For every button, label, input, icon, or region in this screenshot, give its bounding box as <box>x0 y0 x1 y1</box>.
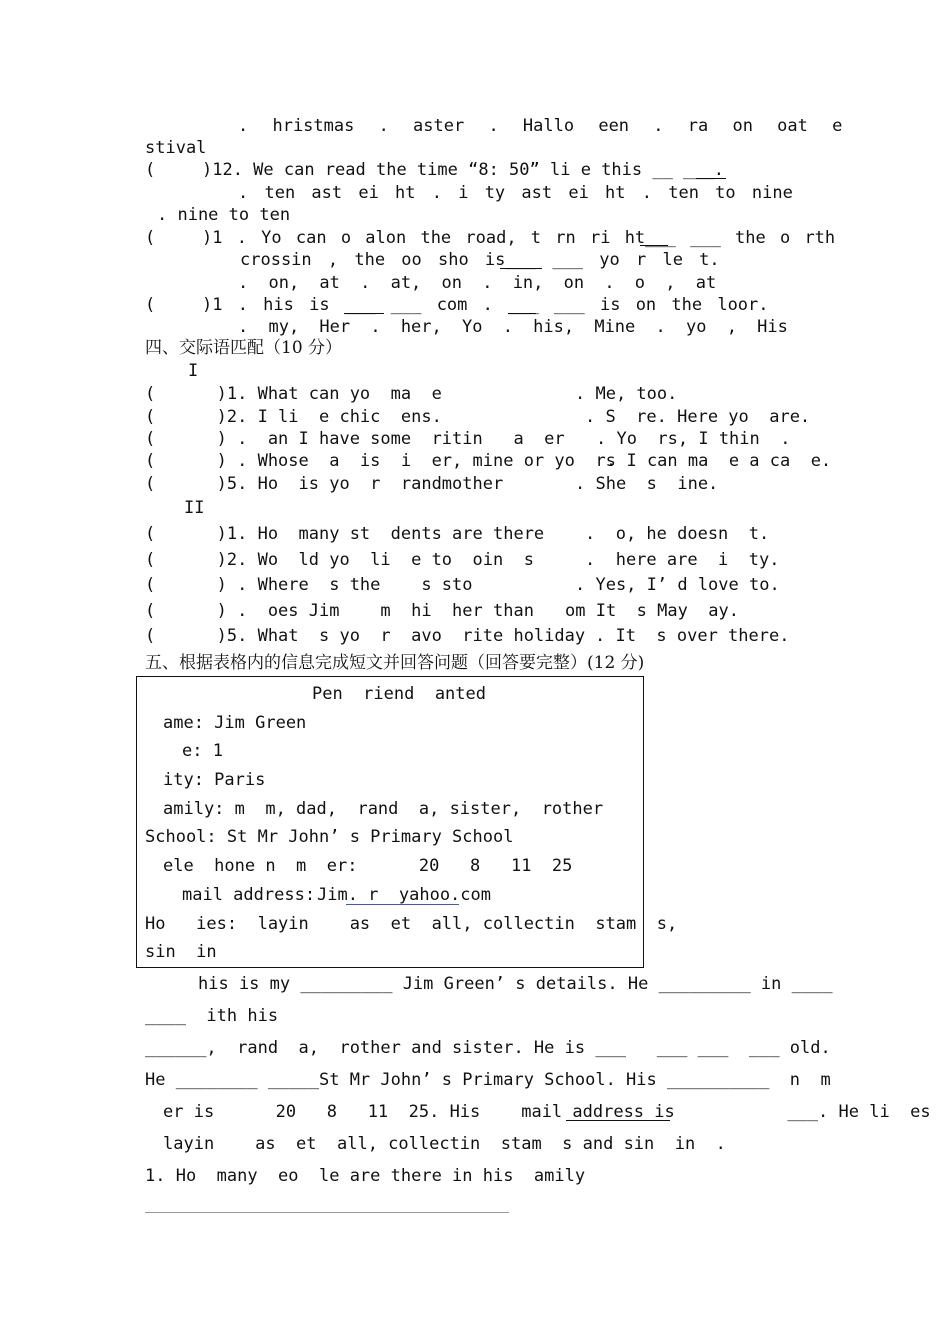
section5-title: 五、根据表格内的信息完成短文并回答问题（回答要完整）(12 分) <box>145 653 645 673</box>
section4-part1-q5: ( )5. Ho is yo r randmother <box>145 474 504 494</box>
email-blank-underline <box>566 1120 670 1121</box>
answer-line <box>145 1212 509 1213</box>
section4-part1-q1: ( )1. What can yo ma e <box>145 384 442 404</box>
q12-paren: ( <box>145 160 156 180</box>
table-school: School: St Mr John’ s Primary School <box>145 827 514 847</box>
section4-part1-a3: . Yo rs, I thin . <box>596 429 791 449</box>
section4-title: 四、交际语匹配（10 分） <box>145 338 343 358</box>
section4-part2-a5: . It s over there. <box>595 626 790 646</box>
section4-part2-label: II <box>184 498 205 518</box>
q12-options-wrap: . nine to ten <box>157 205 291 225</box>
q12-stem: )12. We can read the time “8: 50” li e this __ ___. <box>202 160 724 180</box>
passage-line-1: his is my _________ Jim Green’ s details. He _________ in ____ <box>198 974 833 994</box>
table-hobbies-wrap: sin in <box>145 942 217 962</box>
passage-line-4: He ________ _____St Mr John’ s Primary School. His __________ n m <box>145 1070 831 1090</box>
section4-part1-q2: ( )2. I li e chic ens. <box>145 407 442 427</box>
q14-blank-underline-1 <box>344 313 384 314</box>
table-family: amily: m m, dad, rand a, sister, rother <box>163 799 604 819</box>
q13-stem-wrap: crossin , the oo sho is___ ___ yo r le t. <box>240 250 720 270</box>
section4-part2-q1: ( )1. Ho many st dents are there <box>145 524 545 544</box>
table-email-value: Jim. r yahoo.com <box>317 885 491 905</box>
q12-blank-underline <box>696 178 726 179</box>
q13-blank-underline-1 <box>640 245 668 246</box>
q14-blank-underline-2 <box>508 313 536 314</box>
section4-part1-a4: . I can ma e a ca e. <box>606 451 832 471</box>
table-hobbies: Ho ies: layin as et all, collectin stam s, <box>145 914 678 934</box>
section4-part1-a1: . Me, too. <box>575 384 678 404</box>
q11-options-wrap: stival <box>145 138 207 158</box>
question-1: 1. Ho many eo le are there in his amily <box>145 1166 586 1186</box>
passage-line-6: layin as et all, collectin stam s and sin in . <box>163 1134 726 1154</box>
section4-part2-a4: om It s May ay. <box>565 601 739 621</box>
section4-part2-q4: ( ) . oes Jim m hi her than <box>145 601 534 621</box>
section4-part1-a5: . She s ine. <box>575 474 719 494</box>
section4-part1-q4: ( ) . Whose a is i er, mine or yo rs <box>145 451 616 471</box>
table-phone: ele hone n m er: 20 8 11 25 <box>163 856 573 876</box>
q13-options: . on, at . at, on . in, on . o , at <box>238 273 717 293</box>
section4-part2-a3: . Yes, I’ d love to. <box>575 575 780 595</box>
table-title: Pen riend anted <box>312 684 486 704</box>
q14-options: . my, Her . her, Yo . his, Mine . yo , His <box>238 317 788 337</box>
q14-paren: ( <box>145 295 156 315</box>
passage-line-3: ______, rand a, rother and sister. He is ___ ___ ___ ___ old. <box>145 1038 831 1058</box>
passage-line-2: ____ ith his <box>145 1006 279 1026</box>
section4-part2-q5: ( )5. What s yo r avo rite holiday <box>145 626 586 646</box>
section4-part2-a1: . o, he doesn t. <box>585 524 770 544</box>
section4-part1-a2: . S re. Here yo are. <box>585 407 811 427</box>
table-age: e: 1 <box>182 741 223 761</box>
section4-part2-q3: ( ) . Where s the s sto <box>145 575 473 595</box>
section4-part1-q3: ( ) . an I have some ritin a er <box>145 429 565 449</box>
q11-options: . hristmas . aster . Hallo een . ra on oat e <box>238 116 843 136</box>
table-name: ame: Jim Green <box>163 713 307 733</box>
q12-options: . ten ast ei ht . i ty ast ei ht . ten to nine <box>238 183 793 203</box>
passage-line-5: er is 20 8 11 25. His mail address is ___. He li es <box>163 1102 931 1122</box>
section4-part2-q2: ( )2. Wo ld yo li e to oin s <box>145 550 534 570</box>
email-link-underline <box>346 904 459 905</box>
table-email-label: mail address: <box>182 885 326 905</box>
section4-part2-a2: . here are i ty. <box>585 550 780 570</box>
q13-paren: ( <box>145 228 156 248</box>
q13-blank-underline-2 <box>500 268 542 269</box>
q13-stem: )1 . Yo can o alon the road, t rn ri ht___ ___ the o rth <box>202 228 836 248</box>
table-city: ity: Paris <box>163 770 266 790</box>
section4-part1-label: I <box>188 361 199 381</box>
q14-stem: )1 . his is ___ ___ com . ___ ___ is on the loor. <box>202 295 769 315</box>
